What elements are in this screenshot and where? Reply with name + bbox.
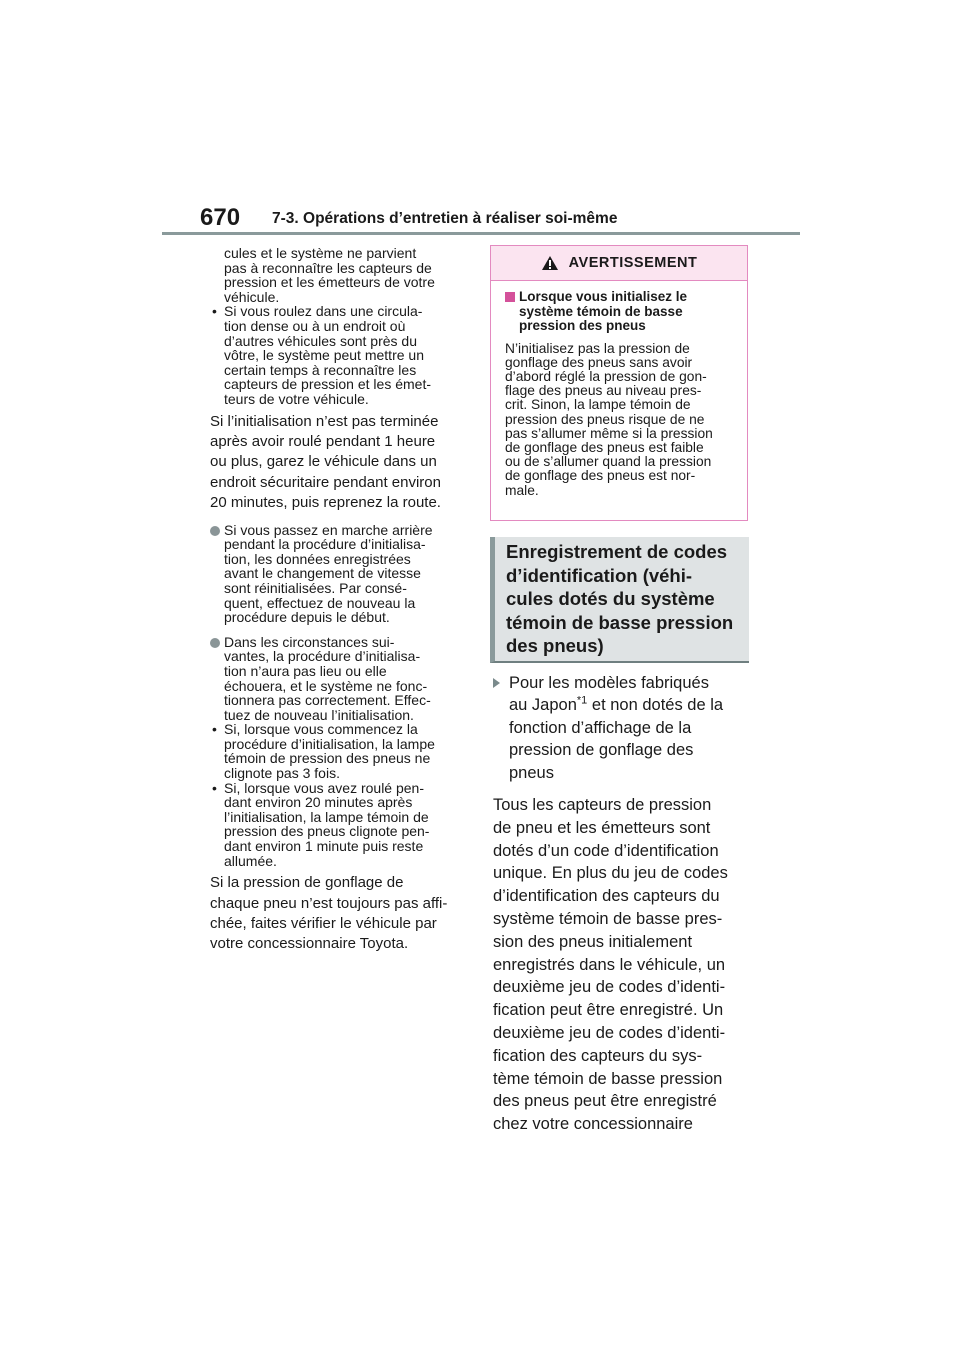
- text-line: capteurs de pression et les émet-: [224, 376, 431, 393]
- text-line: témoin de pression des pneus ne: [224, 750, 431, 767]
- text-line: • Si vous roulez dans une circula-: [224, 303, 423, 320]
- section-title: 7-3. Opérations d’entretien à réaliser soi-même: [272, 210, 618, 227]
- text-line: certain temps à reconnaître les: [224, 361, 417, 378]
- text-line: l’initialisation, la lampe témoin de: [224, 808, 429, 825]
- topic-heading-box: [490, 537, 749, 663]
- no-blink-note: [210, 722, 470, 780]
- text-line: vantes, la procédure d’initialisa-: [224, 648, 421, 665]
- text-line: Si vous passez en marche arrière: [224, 521, 433, 538]
- text-line: d’identification (véhi-: [506, 564, 693, 586]
- dense-traffic-note: [210, 304, 470, 406]
- page-number: 670: [200, 204, 241, 231]
- warning-title: AVERTISSEMENT: [568, 255, 698, 271]
- text-line: pression de gonflage des: [509, 741, 694, 760]
- text-line: procédure depuis le début.: [224, 609, 390, 626]
- text-line: pneus: [509, 763, 554, 782]
- text-line: sont réinitialisées. Par consé-: [224, 579, 407, 596]
- text-line: gonflage des pneus sans avoir: [505, 354, 693, 370]
- text-line: de gonflage des pneus est nor-: [505, 468, 696, 484]
- japan-models-item: [493, 672, 758, 784]
- text-line: pas à reconnaître les capteurs de: [224, 259, 432, 276]
- text-line: avant le changement de vitesse: [224, 565, 421, 582]
- text-line: Tous les capteurs de pression: [493, 796, 712, 815]
- text-line: pendant la procédure d’initialisa-: [224, 536, 426, 553]
- text-line: cules dotés du système: [506, 588, 715, 610]
- text-line: système témoin de basse pres-: [493, 910, 723, 929]
- text-line: dant environ 1 minute puis reste: [224, 838, 424, 855]
- text-line: pas s’allumer même si la pression: [505, 425, 713, 441]
- text-line: teurs de votre véhicule.: [224, 390, 369, 407]
- triangle-arrow-icon: [493, 678, 500, 688]
- text-line: témoin de basse pression: [506, 611, 734, 633]
- text-line: dotés d’un code d’identification: [493, 841, 719, 860]
- text-line: tionnera pas correctement. Effec-: [224, 692, 431, 709]
- header-divider: [162, 232, 800, 235]
- text-line: [509, 694, 758, 716]
- text-line: 20 minutes, puis reprenez la route.: [210, 494, 441, 512]
- text-line: sion des pneus initialement: [493, 932, 693, 951]
- topic-title: [506, 540, 745, 658]
- text-line: chée, faites vérifier le véhicule par: [210, 915, 437, 933]
- text-line: • Si, lorsque vous commencez la: [224, 721, 418, 738]
- dealer-check-paragraph: [210, 873, 470, 955]
- text-line: tème témoin de basse pression: [493, 1069, 723, 1088]
- text-line: tion n’aura pas lieu ou elle: [224, 662, 387, 679]
- reverse-gear-bullet: [210, 523, 470, 625]
- text-line: chaque pneu n’est toujours pas affi-: [210, 894, 448, 912]
- id-codes-paragraph: [493, 794, 758, 1136]
- warning-triangle-icon: [541, 255, 559, 271]
- continued-text: [210, 246, 470, 304]
- text-segment: au Japon: [509, 696, 577, 715]
- text-line: Dans les circonstances sui-: [224, 633, 395, 650]
- text-line: ou de s’allumer quand la pression: [505, 454, 712, 470]
- text-line: de pneu et les émetteurs sont: [493, 818, 711, 837]
- text-line: Enregistrement de codes: [506, 541, 728, 562]
- initialization-incomplete-paragraph: [210, 412, 470, 514]
- text-line: d’identification des capteurs du: [493, 887, 720, 906]
- text-line: pression des pneus clignote pen-: [224, 823, 430, 840]
- blink-after-drive-note: [210, 781, 470, 869]
- text-line: crit. Sinon, la lampe témoin de: [505, 397, 691, 413]
- grey-dot-icon: [210, 526, 220, 536]
- text-line: des pneus): [506, 635, 604, 657]
- text-line: de gonflage des pneus est faible: [505, 439, 704, 455]
- text-line: échouera, et le système ne fonc-: [224, 677, 428, 694]
- text-line: après avoir roulé pendant 1 heure: [210, 432, 436, 450]
- text-line: Si la pression de gonflage de: [210, 874, 404, 892]
- text-line: votre concessionnaire Toyota.: [210, 935, 409, 953]
- text-line: flage des pneus au niveau pres-: [505, 383, 702, 399]
- grey-dot-icon: [210, 638, 220, 648]
- text-line: pression et les émetteurs de votre: [224, 274, 435, 291]
- text-line: Si l’initialisation n’est pas terminée: [210, 412, 439, 430]
- text-line: dant environ 20 minutes après: [224, 794, 413, 811]
- text-line: tuez de nouveau l’initialisation.: [224, 706, 414, 723]
- text-line: Lorsque vous initialisez le: [519, 289, 688, 304]
- text-line: Pour les modèles fabriqués: [509, 674, 709, 692]
- text-line: procédure d’initialisation, la lampe: [224, 735, 435, 752]
- text-line: véhicule.: [224, 288, 280, 305]
- warning-header: [491, 246, 747, 281]
- warning-body: [491, 281, 747, 498]
- text-line: endroit sécuritaire pendant environ: [210, 473, 441, 491]
- text-line: N’initialisez pas la pression de: [505, 340, 690, 356]
- text-line: allumée.: [224, 852, 277, 869]
- right-column: [493, 672, 758, 1136]
- text-line: fication des capteurs du sys-: [493, 1046, 703, 1065]
- warning-subtitle: [505, 290, 735, 334]
- text-line: pression des pneus: [519, 318, 646, 333]
- footnote-marker: *1: [576, 694, 588, 707]
- pink-square-icon: [505, 292, 515, 302]
- text-line: tion dense ou à un endroit où: [224, 317, 406, 334]
- text-line: unique. En plus du jeu de codes: [493, 864, 728, 883]
- text-line: fication peut être enregistré. Un: [493, 1001, 724, 1020]
- text-line: clignote pas 3 fois.: [224, 765, 340, 782]
- text-line: pression des pneus risque de ne: [505, 411, 705, 427]
- text-line: fonction d’affichage de la: [509, 718, 692, 737]
- warning-box: [490, 245, 748, 521]
- text-line: d’autres véhicules sont près du: [224, 332, 417, 349]
- text-line: vôtre, le système peut mettre un: [224, 347, 424, 364]
- warning-text: [505, 342, 735, 498]
- left-column: [210, 246, 470, 955]
- text-line: • Si, lorsque vous avez roulé pen-: [224, 779, 424, 796]
- text-line: tion, les données enregistrées: [224, 550, 411, 567]
- text-line: ou plus, garez le véhicule dans un: [210, 453, 437, 471]
- text-line: système témoin de basse: [519, 303, 683, 319]
- text-line: cules et le système ne parvient: [224, 245, 417, 261]
- text-line: deuxième jeu de codes d’identi-: [493, 978, 726, 997]
- text-line: enregistrés dans le véhicule, un: [493, 955, 726, 974]
- text-line: d’abord réglé la pression de gon-: [505, 368, 707, 384]
- text-line: deuxième jeu de codes d’identi-: [493, 1024, 726, 1042]
- text-segment: et non dotés de la: [587, 696, 724, 715]
- text-line: male.: [505, 482, 539, 498]
- text-line: quent, effectuez de nouveau la: [224, 594, 416, 611]
- circumstances-bullet: [210, 635, 470, 723]
- text-line: chez votre concessionnaire: [493, 1115, 693, 1134]
- text-line: des pneus peut être enregistré: [493, 1092, 717, 1111]
